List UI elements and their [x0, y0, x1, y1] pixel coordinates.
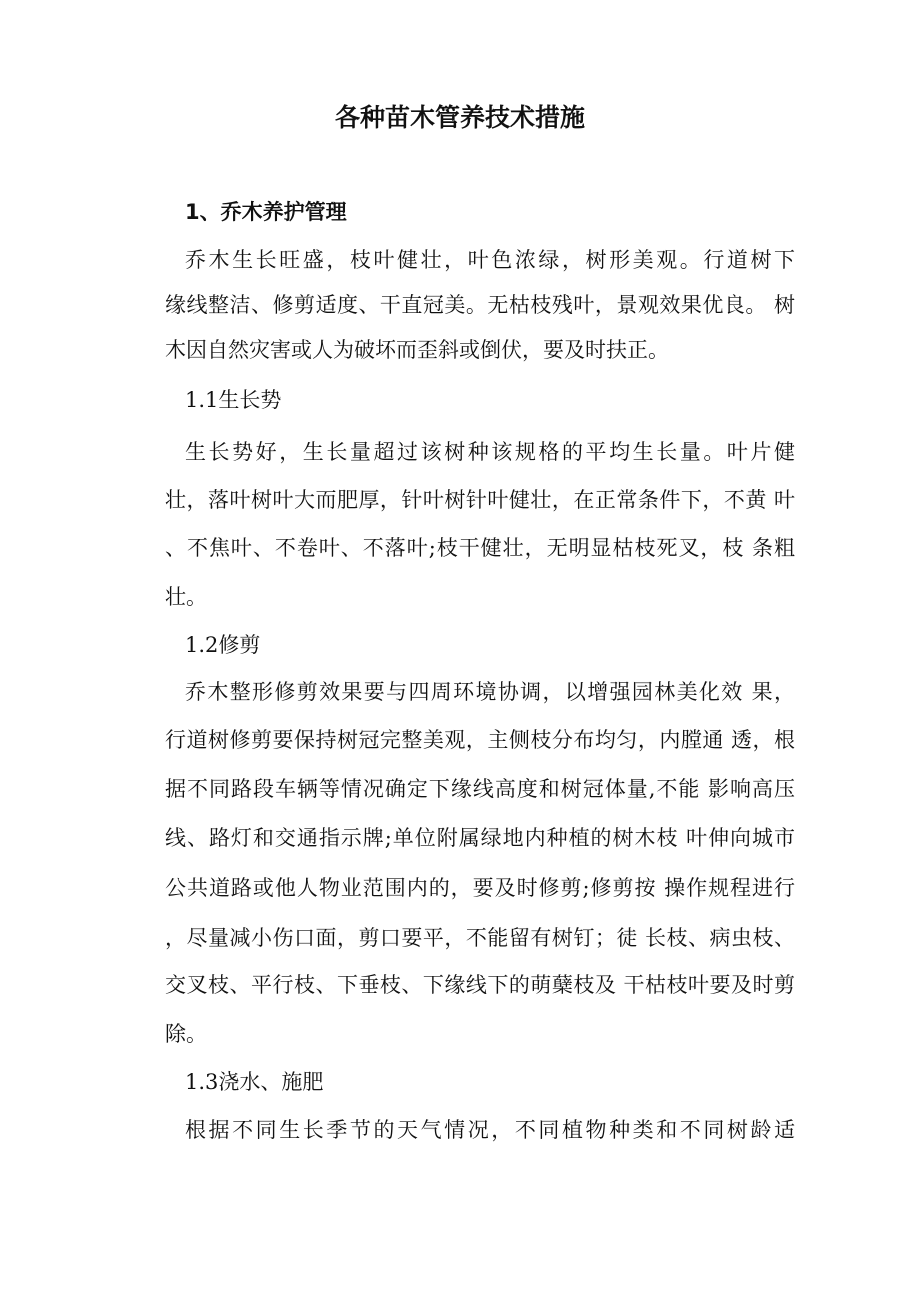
- paragraph-line: 交叉枝、平行枝、下垂枝、下缘线下的萌蘖枝及 干枯枝叶要及时剪: [165, 973, 795, 997]
- paragraph-line: 根据不同生长季节的天气情况，不同植物种类和不同树龄适: [185, 1118, 795, 1142]
- paragraph-line: ，尽量减小伤口面，剪口要平，不能留有树钉；徒 长枝、病虫枝、: [165, 926, 795, 950]
- paragraph-line: 线、路灯和交通指示牌;单位附属绿地内种植的树木枝 叶伸向城市: [165, 826, 795, 850]
- document-title: 各种苗木管养技术措施: [334, 103, 585, 132]
- paragraph-line: 壮，落叶树叶大而肥厚，针叶树针叶健壮，在正常条件下，不黄 叶: [165, 488, 795, 512]
- paragraph-line: 、不焦叶、不卷叶、不落叶;枝干健壮，无明显枯枝死叉，枝 条粗: [165, 536, 795, 560]
- section-heading: 1.2修剪: [185, 633, 261, 657]
- paragraph-line: 木因自然灾害或人为破坏而歪斜或倒伏，要及时扶正。: [165, 338, 669, 362]
- section-heading: 1.1生长势: [185, 388, 282, 412]
- section-heading: 1.3浇水、施肥: [185, 1070, 324, 1094]
- paragraph-line: 生长势好，生长量超过该树种该规格的平均生长量。叶片健: [185, 440, 795, 464]
- paragraph-line: 壮。: [165, 585, 207, 609]
- paragraph-line: 乔木生长旺盛，枝叶健壮，叶色浓绿，树形美观。行道树下: [185, 248, 795, 272]
- paragraph-line: 据不同路段车辆等情况确定下缘线高度和树冠体量,不能 影响高压: [165, 777, 795, 801]
- section-heading: 1、乔木养护管理: [185, 200, 347, 224]
- paragraph-line: 乔木整形修剪效果要与四周环境协调，以增强园林美化效 果，: [185, 680, 795, 704]
- paragraph-line: 除。: [165, 1022, 207, 1046]
- paragraph-line: 公共道路或他人物业范围内的，要及时修剪;修剪按 操作规程进行: [165, 876, 795, 900]
- paragraph-line: 行道树修剪要保持树冠完整美观，主侧枝分布均匀，内膛通 透，根: [165, 728, 795, 752]
- paragraph-line: 缘线整洁、修剪适度、干直冠美。无枯枝残叶，景观效果优良。 树: [165, 293, 795, 317]
